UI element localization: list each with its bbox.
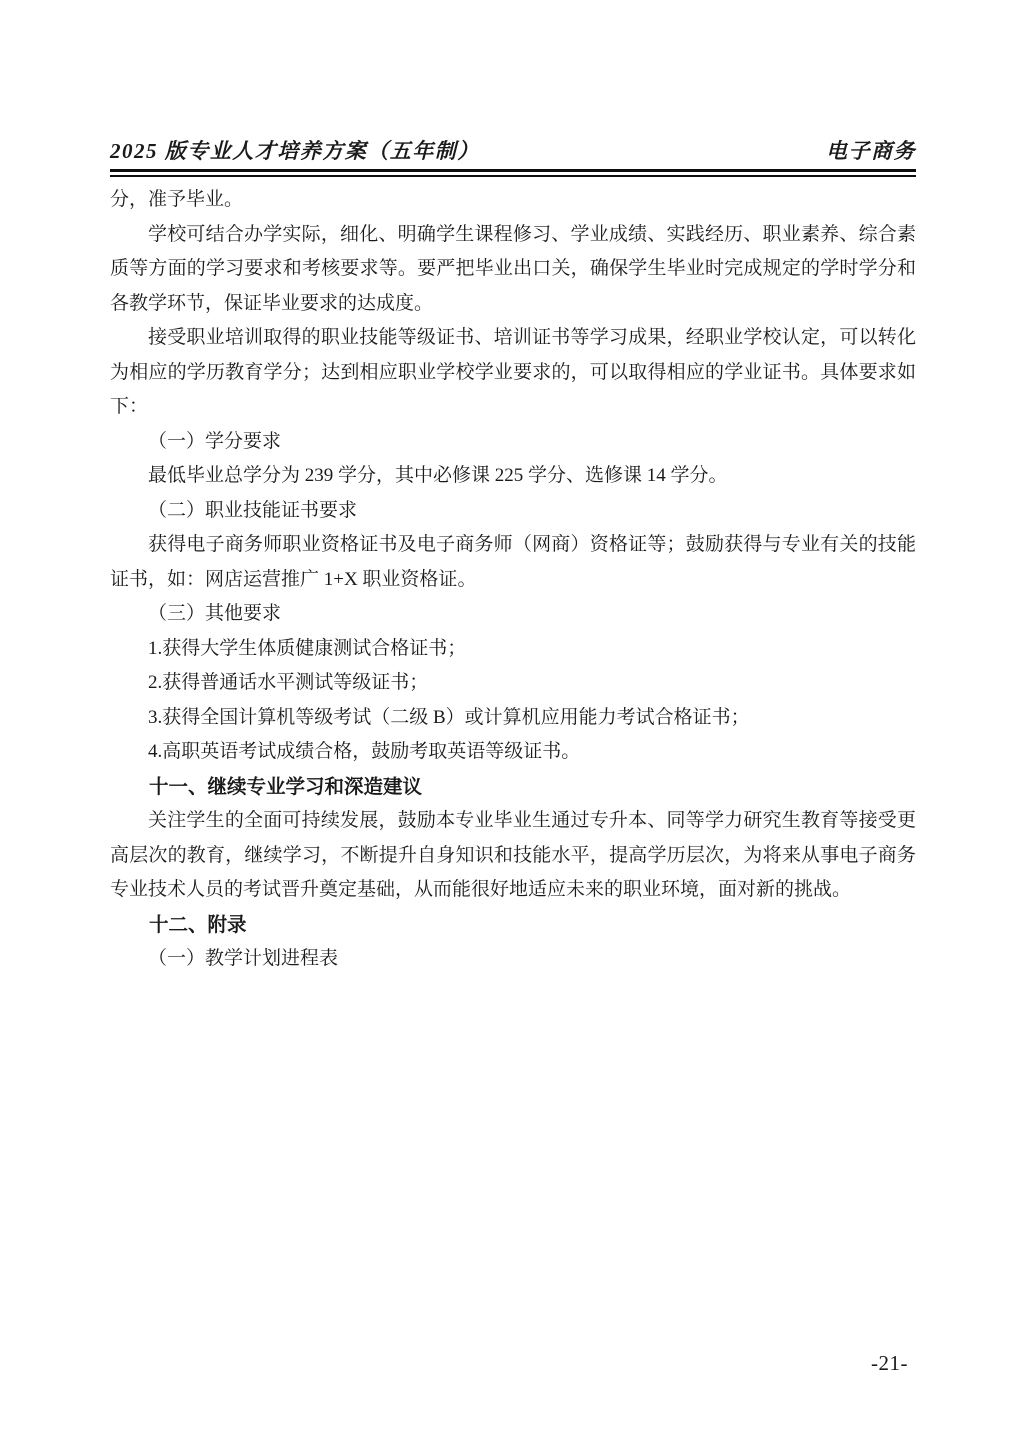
paragraph: 分，准予毕业。 [110,189,244,210]
header-left-title: 2025 版专业人才培养方案（五年制） [110,139,480,163]
paragraph: 学校可结合办学实际，细化、明确学生课程修习、学业成绩、实践经历、职业素养、综合素质等方面的学习要求和考核要求等。要严把毕业出口关，确保学生毕业时完成规定的学时学分和各教学环节，保证毕业要求的达成度。 [110,223,916,314]
paragraph: 4.高职英语考试成绩合格，鼓励考取英语等级证书。 [148,741,581,762]
document-body [110,183,916,977]
paragraph: 接受职业培训取得的职业技能等级证书、培训证书等学习成果，经职业学校认定，可以转化为相应的学历教育学分；达到相应职业学校学业要求的，可以取得相应的学业证书。具体要求如下： [110,327,916,417]
paragraph: （一）教学计划进程表 [148,948,339,969]
paragraph: 关注学生的全面可持续发展，鼓励本专业毕业生通过专升本、同等学力研究生教育等接受更高层次的教育，继续学习，不断提升自身知识和技能水平，提高学历层次，为将来从事电子商务专业技术人员的考试晋升奠定基础，从而能很好地适应未来的职业环境，面对新的挑战。 [110,810,916,900]
paragraph: 1.获得大学生体质健康测试合格证书； [148,637,467,659]
header-double-rule [110,169,916,177]
paragraph: 获得电子商务师职业资格证书及电子商务师（网商）资格证等；鼓励获得与专业有关的技能证书，如：网店运营推广 1+X 职业资格证。 [110,534,916,590]
header-titles [110,138,916,164]
section-heading: 十二、附录 [149,913,247,936]
paragraph: 3.获得全国计算机等级考试（二级 B）或计算机应用能力考试合格证书； [148,706,750,728]
page-number: -21- [871,1351,908,1375]
section-heading: 十一、继续专业学习和深造建议 [149,775,423,798]
paragraph: （二）职业技能证书要求 [148,499,358,521]
header-right-title: 电子商务 [826,139,916,163]
paragraph: （三）其他要求 [148,603,282,624]
paragraph: 2.获得普通话水平测试等级证书； [148,672,429,693]
paragraph: 最低毕业总学分为 239 学分，其中必修课 225 学分、选修课 14 学分。 [148,465,728,486]
page-header [110,138,916,177]
page-footer [871,1350,908,1376]
paragraph: （一）学分要求 [148,430,282,452]
